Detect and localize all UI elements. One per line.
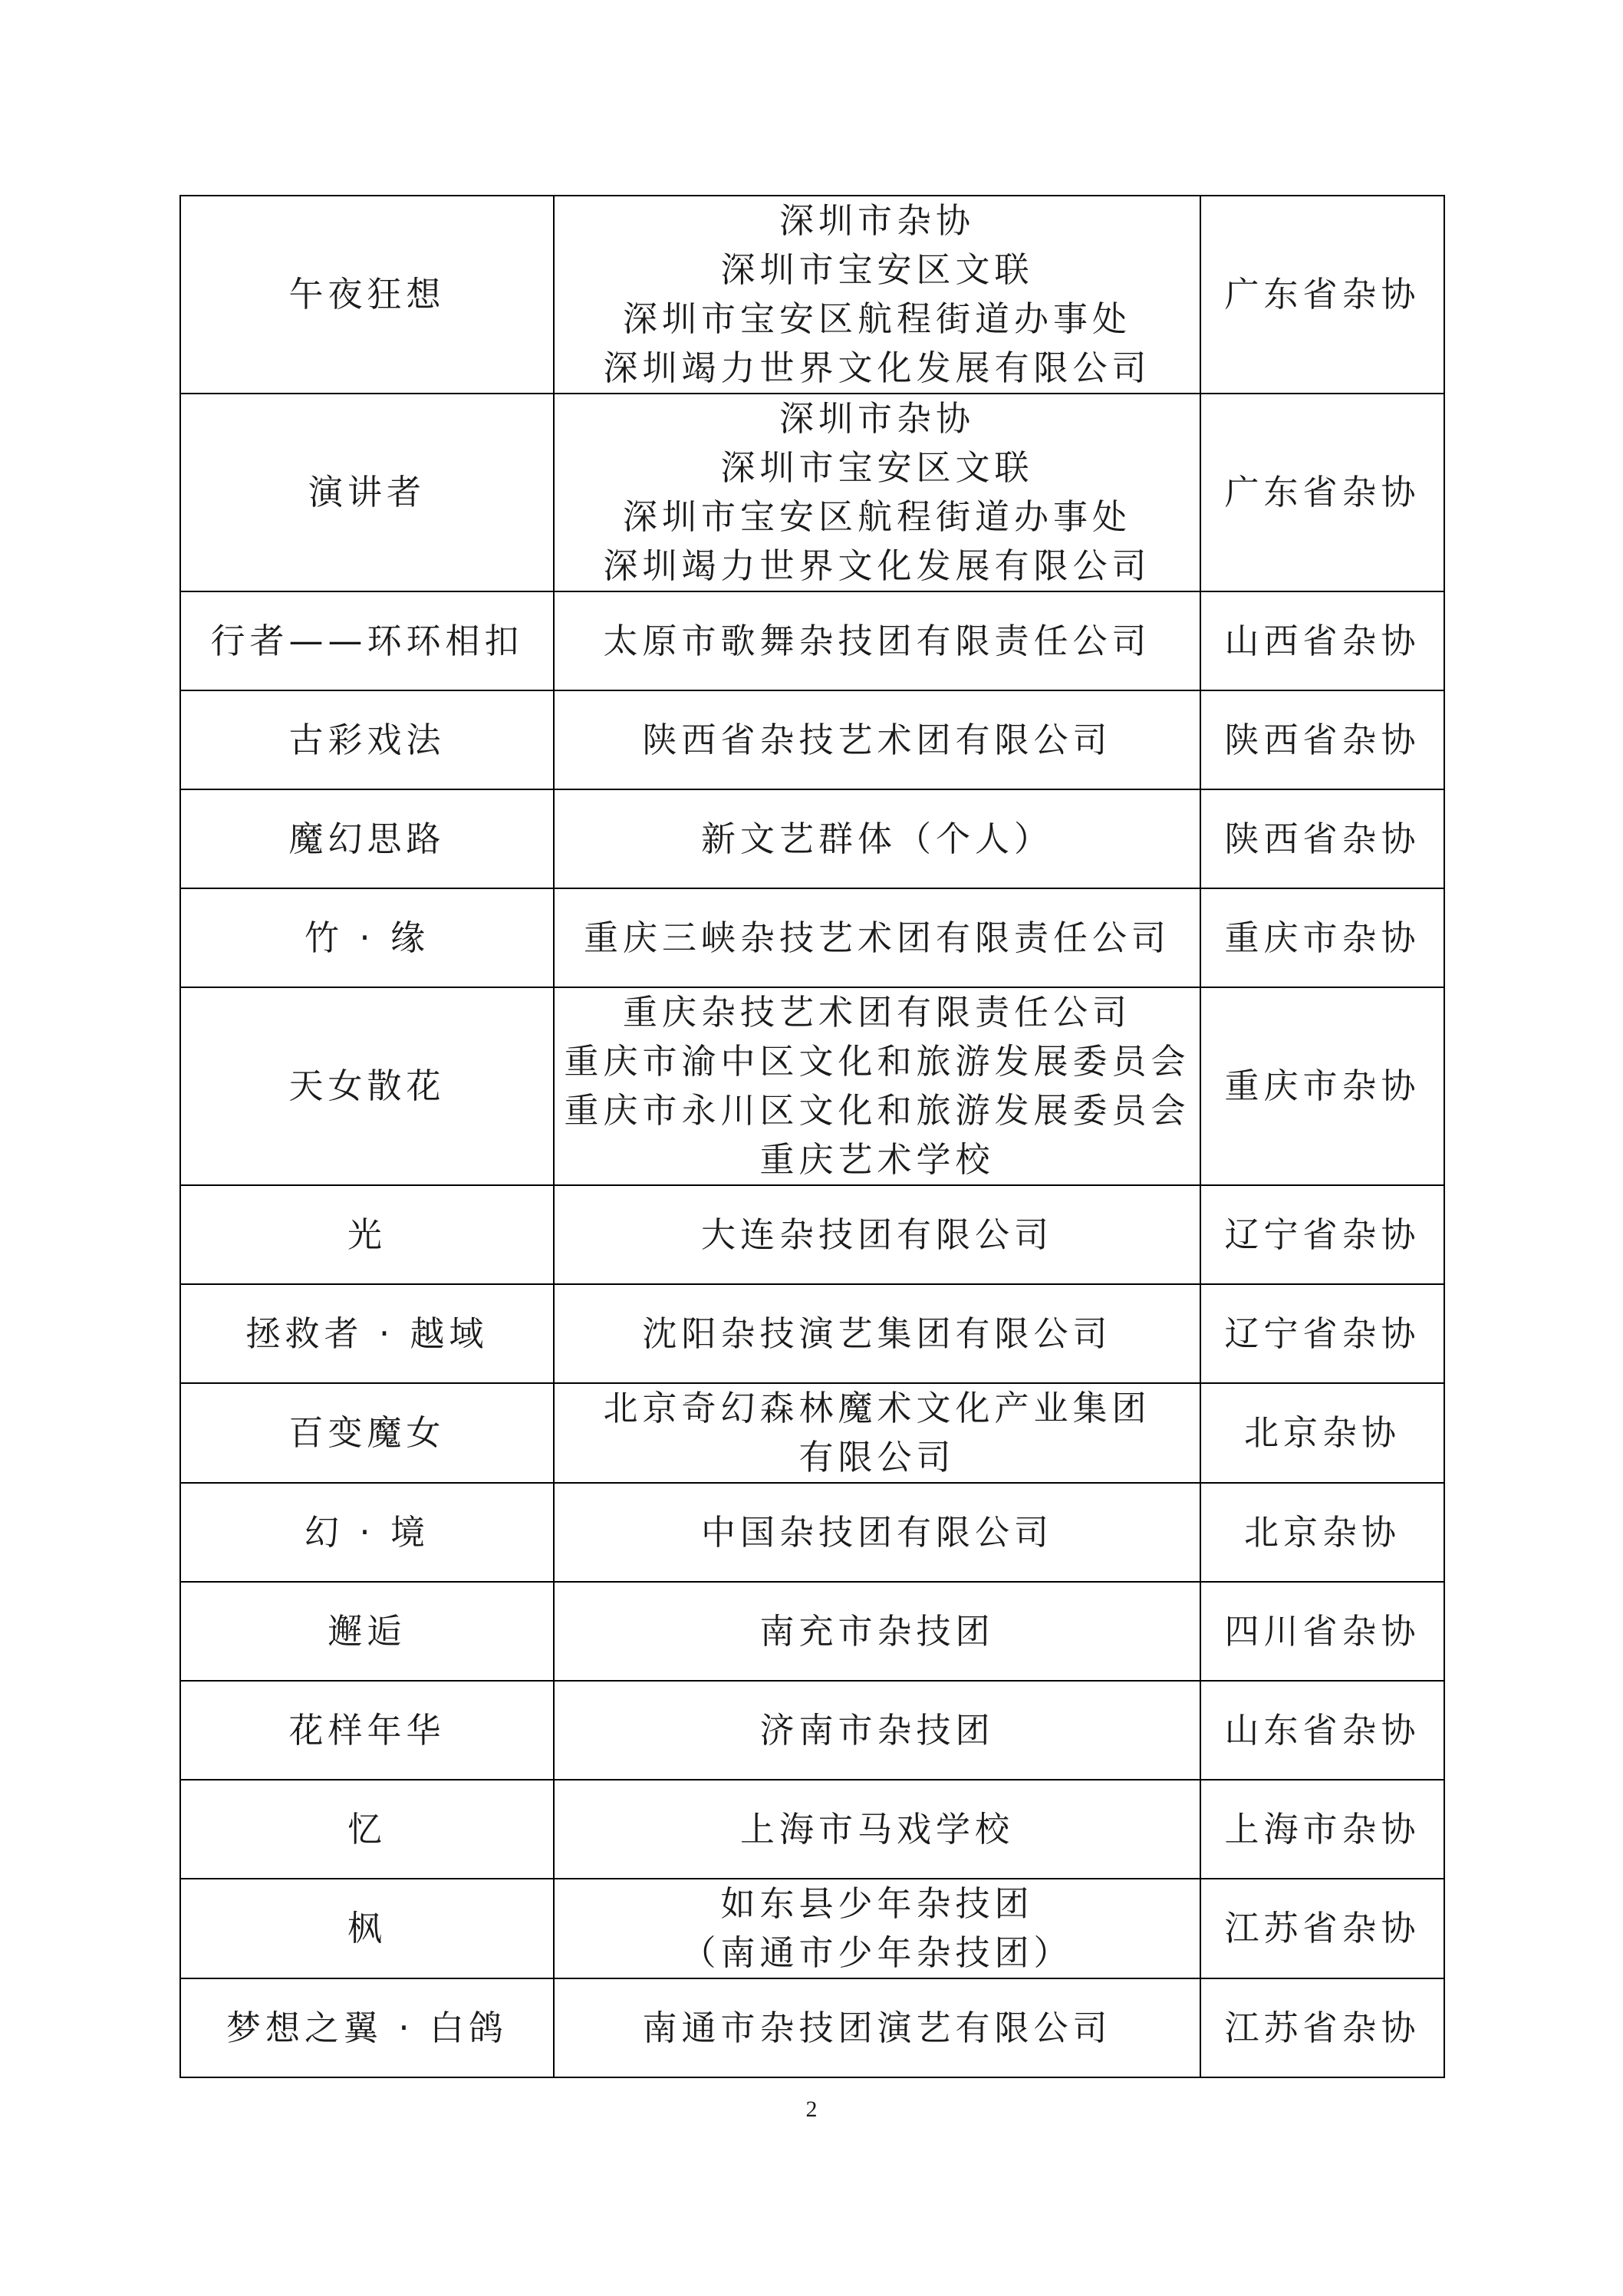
performing-unit-line: 重庆艺术学校 <box>759 1139 995 1180</box>
table-row <box>180 1582 1444 1681</box>
performing-unit-line: 深圳市宝安区航程街道办事处 <box>622 496 1131 537</box>
performing-unit-line: 陕西省杂技艺术团有限公司 <box>642 719 1112 760</box>
recommending-association-cell: 山西省杂协 <box>1200 591 1444 690</box>
performing-unit-cell <box>554 690 1200 789</box>
program-table-body <box>180 196 1444 2077</box>
performing-unit-line: 重庆三峡杂技艺术团有限责任公司 <box>583 917 1170 958</box>
program-name-cell: 忆 <box>180 1780 554 1879</box>
program-name-cell: 花样年华 <box>180 1681 554 1780</box>
performing-unit-line: 有限公司 <box>798 1437 956 1477</box>
performing-unit-line: 大连杂技团有限公司 <box>700 1214 1053 1255</box>
program-name-cell: 演讲者 <box>180 394 554 591</box>
program-name-cell: 古彩戏法 <box>180 690 554 789</box>
performing-unit-line: 沈阳杂技演艺集团有限公司 <box>642 1313 1112 1354</box>
program-name-cell: 天女散花 <box>180 987 554 1185</box>
performing-unit-cell <box>554 1780 1200 1879</box>
performing-unit-line: 深圳竭力世界文化发展有限公司 <box>603 348 1151 388</box>
program-name-cell: 幻 · 境 <box>180 1483 554 1582</box>
performing-unit-line: 重庆市永川区文化和旅游发展委员会 <box>564 1090 1190 1131</box>
performing-unit-line: 上海市马戏学校 <box>739 1808 1014 1850</box>
recommending-association-cell: 北京杂协 <box>1200 1483 1444 1582</box>
performing-unit-cell <box>554 1879 1200 1978</box>
performing-unit-cell <box>554 1582 1200 1681</box>
program-name-cell: 百变魔女 <box>180 1383 554 1483</box>
performing-unit-line: 深圳市宝安区文联 <box>720 447 1034 488</box>
performing-unit-line: （南通市少年杂技团） <box>681 1932 1073 1973</box>
table-row <box>180 1879 1444 1978</box>
performing-unit-line: 济南市杂技团 <box>759 1709 995 1751</box>
performing-unit-line: 深圳市宝安区航程街道办事处 <box>622 298 1131 339</box>
performing-unit-cell <box>554 1978 1200 2077</box>
performing-unit-line: 重庆杂技艺术团有限责任公司 <box>622 992 1131 1033</box>
performing-unit-cell <box>554 394 1200 591</box>
recommending-association-cell: 陕西省杂协 <box>1200 690 1444 789</box>
performing-unit-cell <box>554 591 1200 690</box>
program-name-cell: 光 <box>180 1185 554 1284</box>
recommending-association-cell: 上海市杂协 <box>1200 1780 1444 1879</box>
table-row <box>180 1978 1444 2077</box>
performing-unit-cell <box>554 1383 1200 1483</box>
performing-unit-cell <box>554 987 1200 1185</box>
page-number: 2 <box>805 2097 818 2122</box>
performing-unit-cell <box>554 1284 1200 1383</box>
table-row <box>180 1681 1444 1780</box>
table-row <box>180 789 1444 888</box>
performing-unit-cell <box>554 888 1200 987</box>
recommending-association-cell: 辽宁省杂协 <box>1200 1284 1444 1383</box>
program-name-cell: 竹 · 缘 <box>180 888 554 987</box>
performing-unit-cell <box>554 1483 1200 1582</box>
performing-unit-line: 北京奇幻森林魔术文化产业集团 <box>603 1388 1151 1428</box>
recommending-association-cell: 江苏省杂协 <box>1200 1978 1444 2077</box>
performing-unit-cell <box>554 789 1200 888</box>
program-name-cell: 行者——环环相扣 <box>180 591 554 690</box>
table-row <box>180 591 1444 690</box>
recommending-association-cell: 北京杂协 <box>1200 1383 1444 1483</box>
performing-unit-cell <box>554 1185 1200 1284</box>
recommending-association-cell: 辽宁省杂协 <box>1200 1185 1444 1284</box>
table-row <box>180 1185 1444 1284</box>
performing-unit-cell <box>554 196 1200 394</box>
performing-unit-line: 南通市杂技团演艺有限公司 <box>642 2007 1112 2048</box>
table-row <box>180 196 1444 394</box>
recommending-association-cell: 江苏省杂协 <box>1200 1879 1444 1978</box>
performing-unit-cell <box>554 1681 1200 1780</box>
performing-unit-line: 如东县少年杂技团 <box>720 1883 1034 1924</box>
table-row <box>180 888 1444 987</box>
table-row <box>180 987 1444 1185</box>
program-name-cell: 午夜狂想 <box>180 196 554 394</box>
performing-unit-line: 中国杂技团有限公司 <box>700 1511 1053 1553</box>
table-row <box>180 1780 1444 1879</box>
program-name-cell: 梦想之翼 · 白鸽 <box>180 1978 554 2077</box>
recommending-association-cell: 陕西省杂协 <box>1200 789 1444 888</box>
program-name-cell: 拯救者 · 越域 <box>180 1284 554 1383</box>
performing-unit-line: 深圳市杂协 <box>779 200 975 241</box>
performing-unit-line: 重庆市渝中区文化和旅游发展委员会 <box>564 1041 1190 1082</box>
performing-unit-line: 新文艺群体（个人） <box>700 818 1053 859</box>
recommending-association-cell: 广东省杂协 <box>1200 394 1444 591</box>
performing-unit-line: 太原市歌舞杂技团有限责任公司 <box>603 620 1151 661</box>
program-table <box>179 195 1445 2078</box>
recommending-association-cell: 广东省杂协 <box>1200 196 1444 394</box>
performing-unit-line: 南充市杂技团 <box>759 1610 995 1652</box>
table-row <box>180 1383 1444 1483</box>
table-row <box>180 1483 1444 1582</box>
program-name-cell: 魔幻思路 <box>180 789 554 888</box>
table-row <box>180 394 1444 591</box>
program-name-cell: 邂逅 <box>180 1582 554 1681</box>
table-row <box>180 1284 1444 1383</box>
performing-unit-line: 深圳竭力世界文化发展有限公司 <box>603 545 1151 586</box>
recommending-association-cell: 重庆市杂协 <box>1200 987 1444 1185</box>
performing-unit-line: 深圳市宝安区文联 <box>720 249 1034 290</box>
recommending-association-cell: 山东省杂协 <box>1200 1681 1444 1780</box>
recommending-association-cell: 四川省杂协 <box>1200 1582 1444 1681</box>
program-name-cell: 枫 <box>180 1879 554 1978</box>
table-row <box>180 690 1444 789</box>
recommending-association-cell: 重庆市杂协 <box>1200 888 1444 987</box>
performing-unit-line: 深圳市杂协 <box>779 398 975 439</box>
